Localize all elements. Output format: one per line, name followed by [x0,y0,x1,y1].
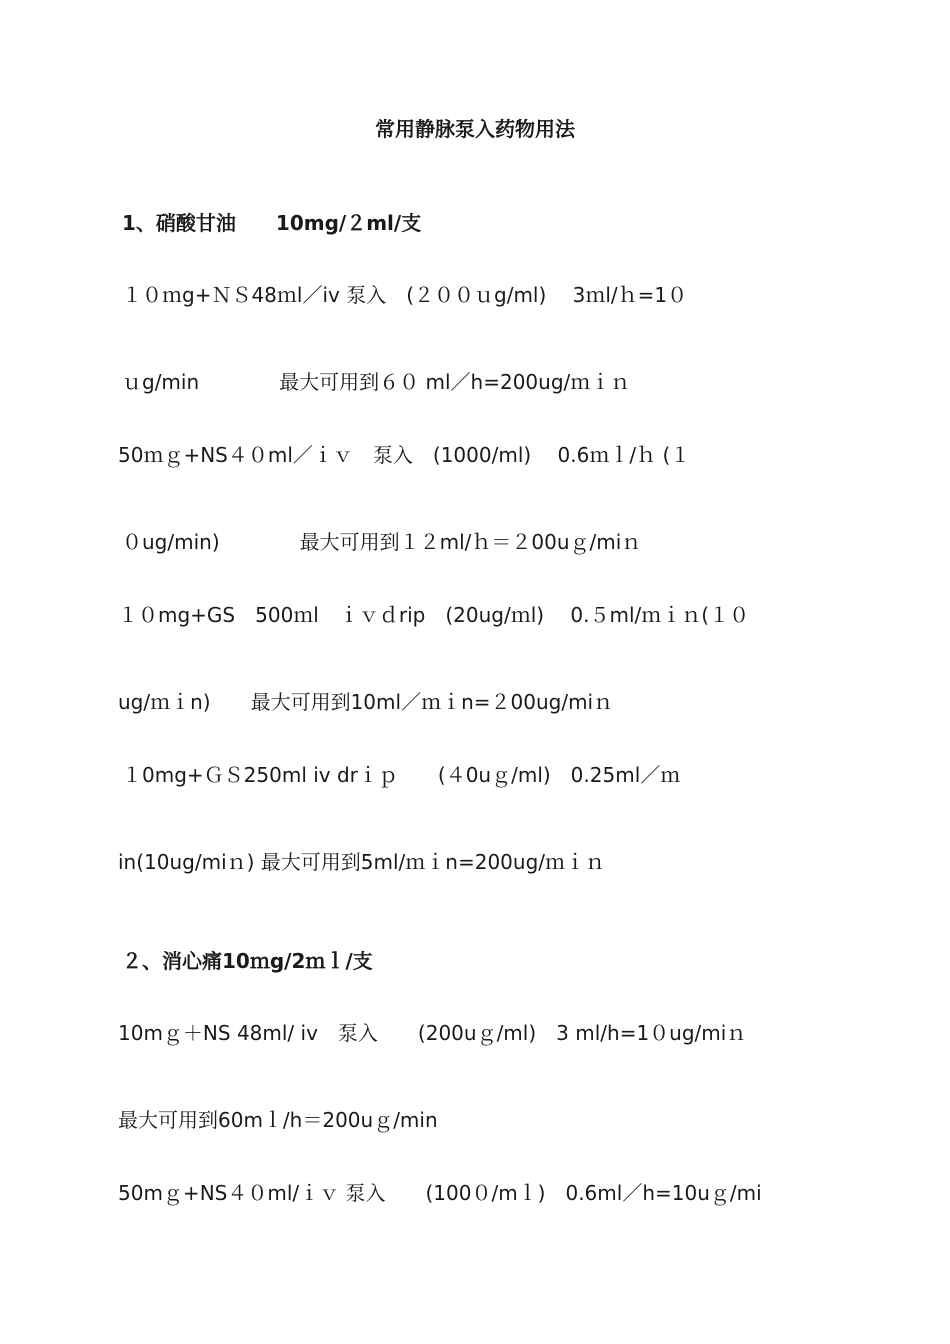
text-line: １０ｍg+ＮＳ48ｍl／iv 泵入 (２００ｕg/ml) 3ｍl/ｈ=1０ [122,283,688,307]
text-line: in(10ug/miｎ) 最大可用到5ml/ｍｉn=200ug/ｍｉｎ [118,850,606,874]
text-line: 最大可用到60mｌ/h＝200uｇ/min [118,1108,438,1132]
document-title: 常用静脉泵入药物用法 [375,117,575,141]
text-line: １0mg+ＧＳ250ml iv drｉｐ (４0uｇ/ml) 0.25ml／ｍ [122,763,681,787]
section-heading-isosorbide: ２、消心痛10ｍg/2ｍｌ/支 [122,949,373,973]
section-heading-nitroglycerin: 1、硝酸甘油 10mg/２ml/支 [122,211,422,235]
text-line: ug/ｍｉn) 最大可用到10ml／ｍｉn=２00ug/miｎ [118,690,614,714]
text-line: 50mｇ+NS４０ml/ｉｖ 泵入 (100０/mｌ) 0.6ml／h=10uｇ/mi [118,1181,762,1205]
text-line: 10mｇ＋NS 48ml/ iv 泵入 (200uｇ/ml) 3 ml/h=1０ug/miｎ [118,1021,747,1045]
text-line: ０ug/min) 最大可用到１２ml/ｈ＝２00uｇ/miｎ [122,530,642,554]
text-line: 50ｍｇ+NS４０ml／ｉｖ 泵入 (1000/ml) 0.6ｍｌ/ｈ (１ [118,443,691,467]
text-line: １０mg+GS 500ｍl ｉｖｄrip (20ug/ｍl) 0.５ml/ｍｉｎ(１０ [118,603,750,627]
text-line: ｕg/min 最大可用到６０ ml／h=200ug/ｍｉｎ [122,370,631,394]
